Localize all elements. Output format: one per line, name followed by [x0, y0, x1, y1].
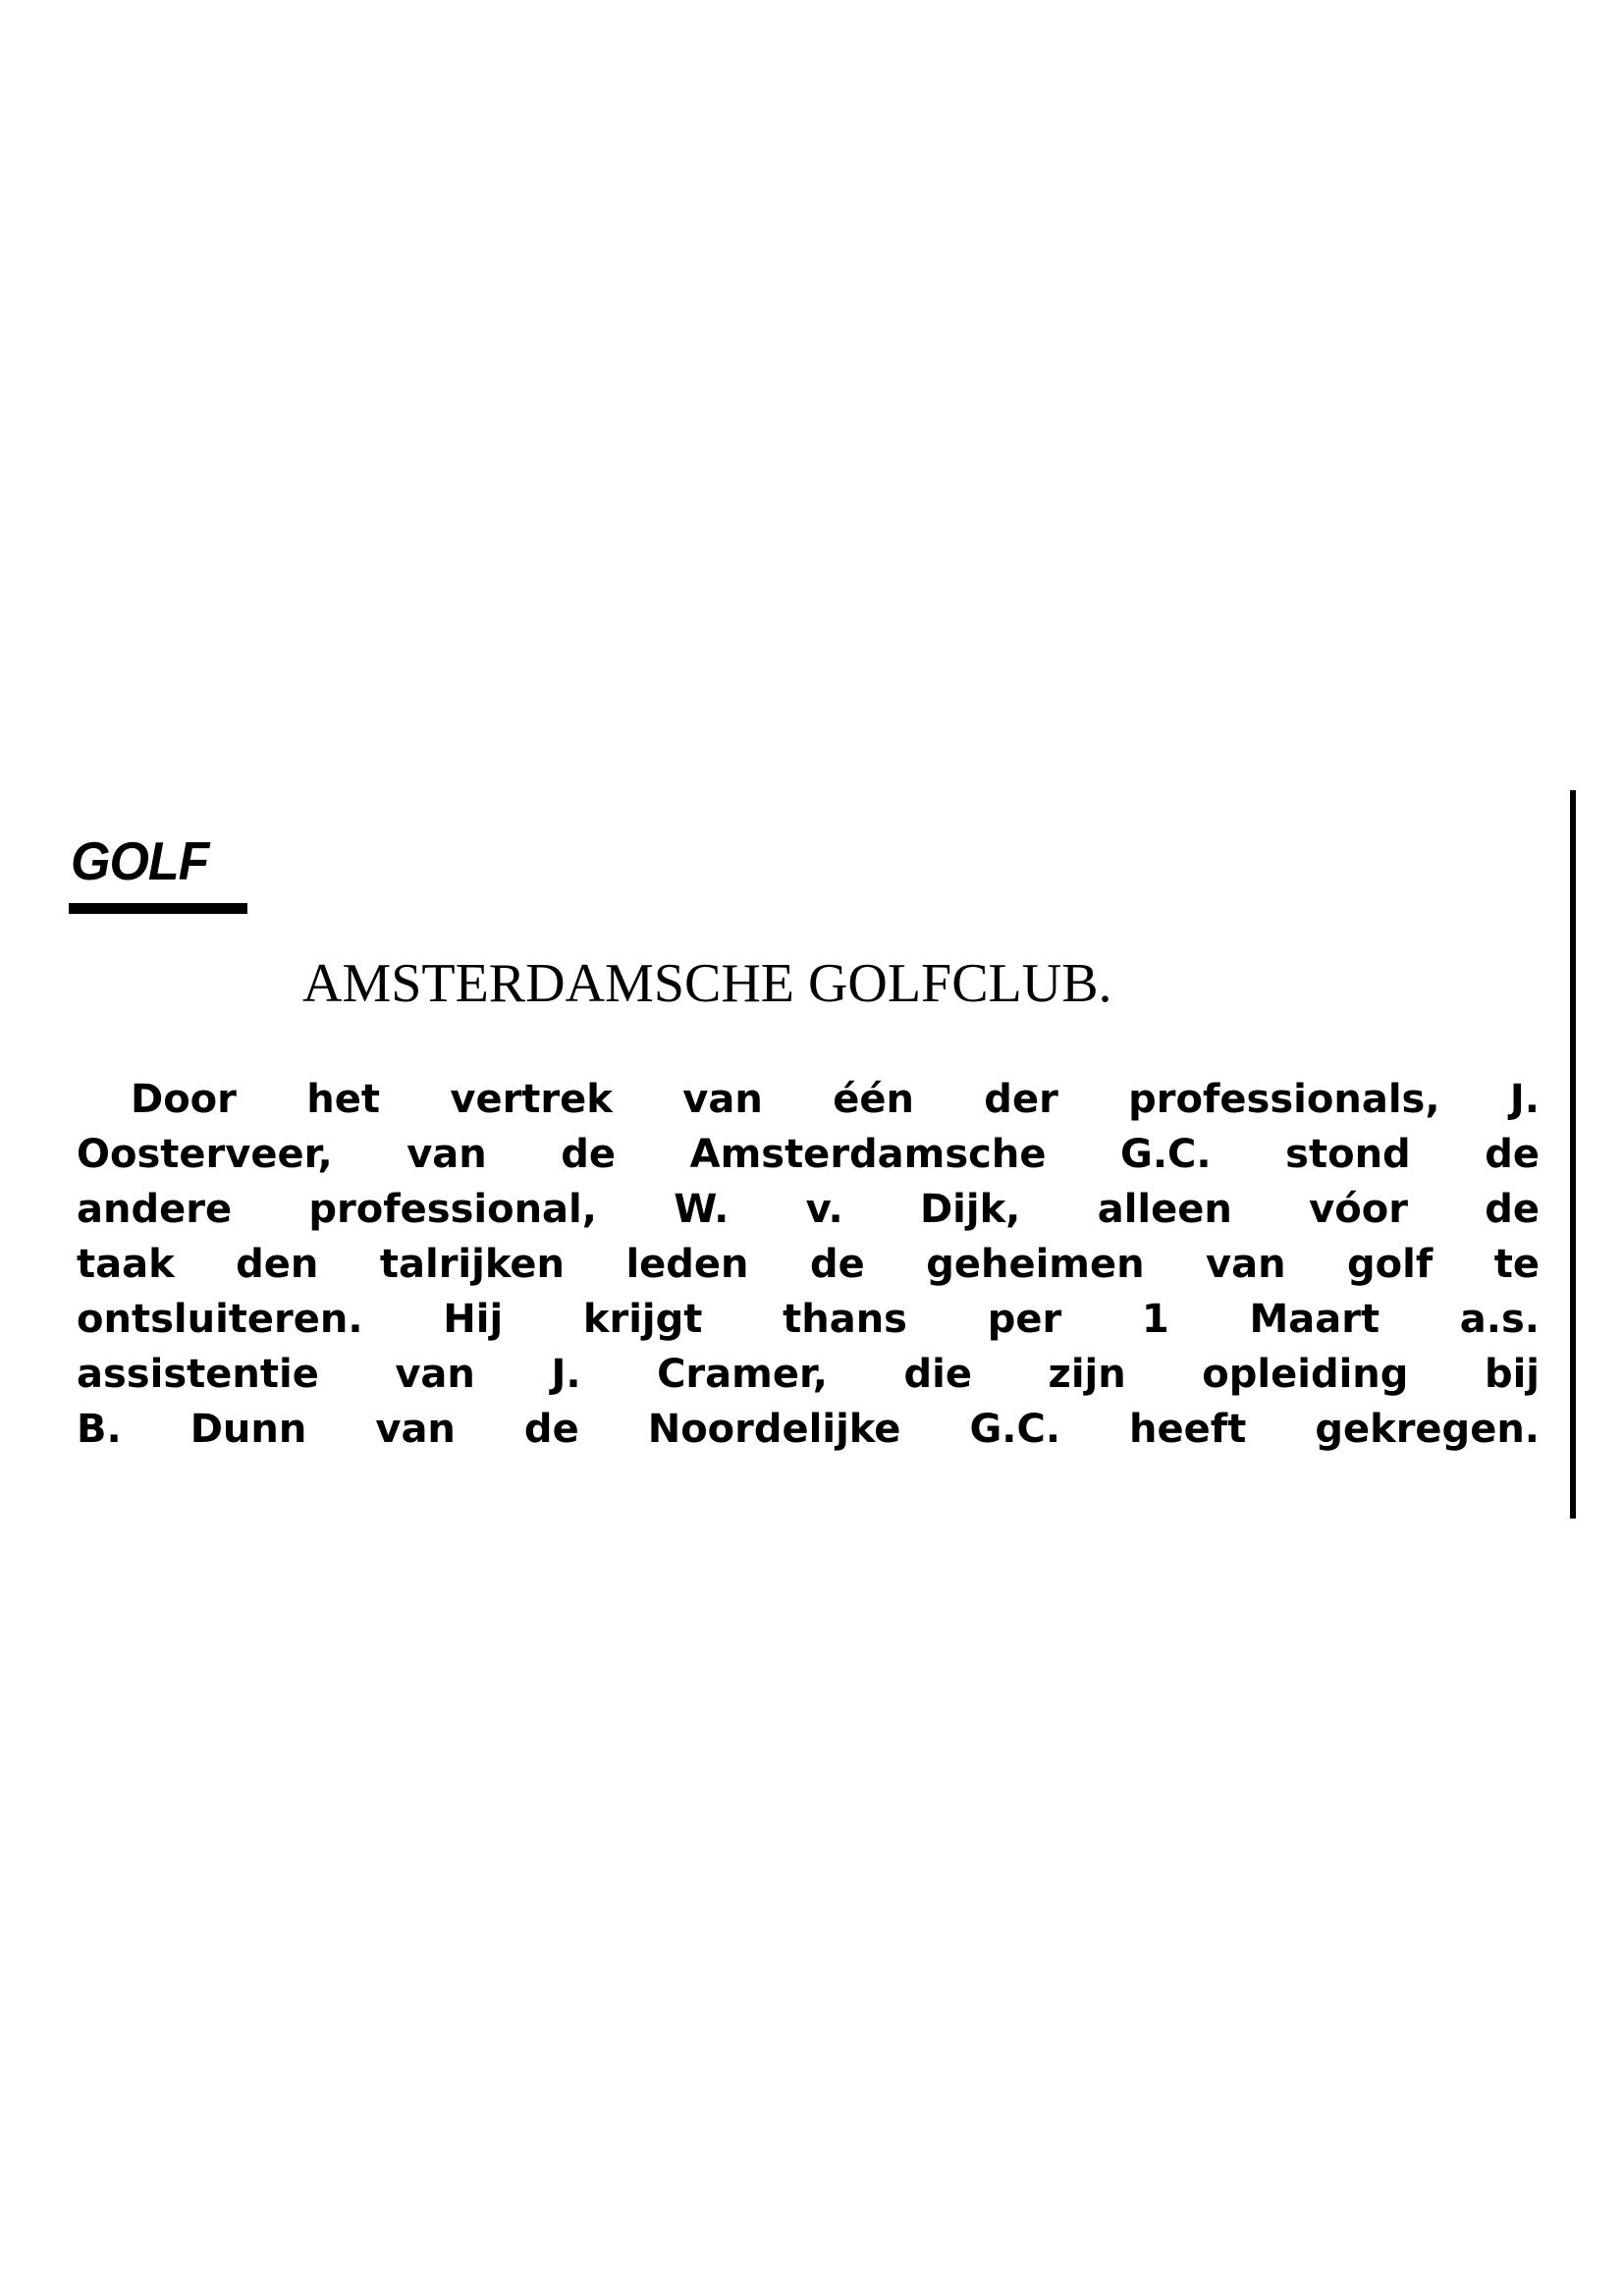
- body-line: Oosterveer, van de Amsterdamsche G.C. stond de: [77, 1132, 1540, 1177]
- body-line: Door het vertrek van één der professionals, J.: [131, 1077, 1540, 1122]
- column-rule: [1570, 790, 1576, 1519]
- body-line: B. Dunn van de Noordelijke G.C. heeft gekregen.: [77, 1407, 1540, 1452]
- section-label: GOLF: [71, 831, 209, 892]
- body-line: assistentie van J. Cramer, die zijn opleiding bij: [77, 1352, 1540, 1397]
- section-underline: [69, 903, 247, 914]
- article-heading: AMSTERDAMSCHE GOLFCLUB.: [302, 953, 1112, 1014]
- body-line: taak den talrijken leden de geheimen van golf te: [77, 1242, 1540, 1287]
- body-line: ontsluiteren. Hij krijgt thans per 1 Maart a.s.: [77, 1297, 1540, 1342]
- body-line: andere professional, W. v. Dijk, alleen vóor de: [77, 1187, 1540, 1232]
- article-body: [77, 1072, 1540, 1457]
